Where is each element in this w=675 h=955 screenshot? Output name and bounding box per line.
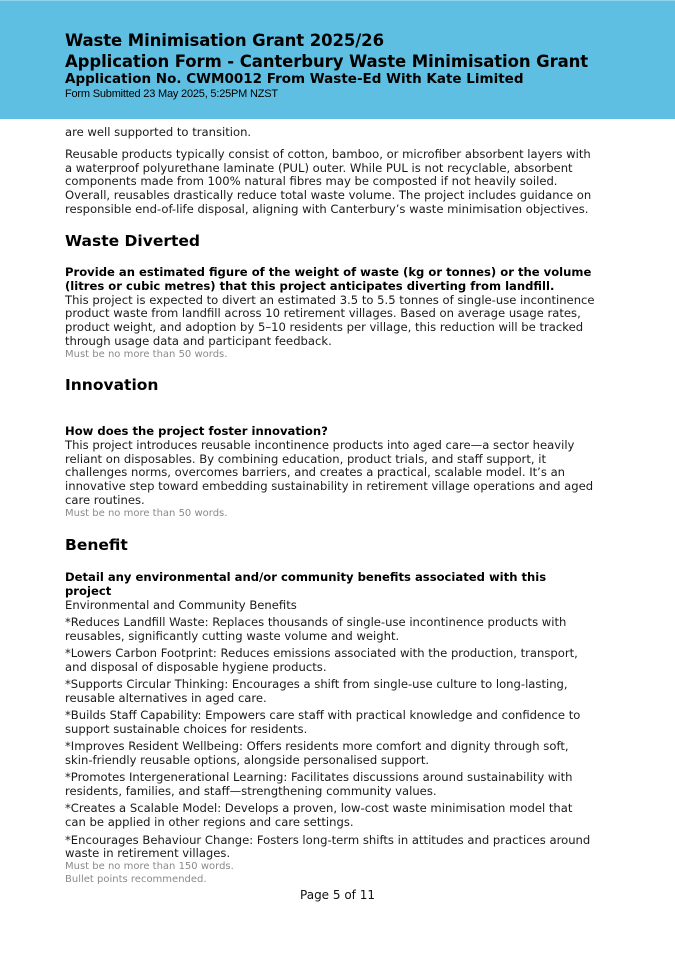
section-innovation <box>65 376 595 394</box>
continuation-line: are well supported to transition. <box>65 125 252 139</box>
benefit-item: *Improves Resident Wellbeing: Offers residents more comfort and dignity through soft, skin-friendly reusable options, alongside personalised support. <box>65 739 569 768</box>
field-question: Detail any environmental and/or community benefits associated with this project <box>65 570 547 598</box>
benefit-item: *Creates a Scalable Model: Develops a proven, low-cost waste minimisation model that can be applied in other regions and care settings. <box>65 801 573 830</box>
submission-timestamp: Form Submitted 23 May 2025, 5:25PM NZST <box>65 88 278 100</box>
application-number: Application No. CWM0012 From Waste-Ed With Kate Limited <box>65 71 524 87</box>
section-heading: Waste Diverted <box>65 232 201 250</box>
field-question: How does the project foster innovation? <box>65 424 328 438</box>
section-benefit <box>65 536 595 554</box>
benefit-item: *Supports Circular Thinking: Encourages a shift from single-use culture to long-lasting, reusable alternatives in aged care. <box>65 677 568 705</box>
continuation-block <box>65 126 595 217</box>
continuation-paragraph: Reusable products typically consist of cotton, bamboo, or microfiber absorbent layers with a waterproof polyurethane laminate (PUL) outer. While PUL is not recyclable, absorbent components made from 100% natural fibres may be composted if not heavily soiled. Overall, reusables drastically reduce total waste volume. The project includes guidance on responsible end-of-life disposal, aligning with Canterbury’s waste minimisation objectives. <box>65 146 592 216</box>
benefit-field <box>65 571 595 886</box>
form-title: Application Form - Canterbury Waste Minimisation Grant <box>65 52 589 71</box>
form-header <box>0 0 675 119</box>
page-number: Page 5 of 11 <box>300 888 375 902</box>
benefit-item: *Promotes Intergenerational Learning: Facilitates discussions around sustainability with residents, families, and staff—strengthening community values. <box>65 770 573 799</box>
grant-title: Waste Minimisation Grant 2025/26 <box>65 31 384 50</box>
benefit-intro: Environmental and Community Benefits <box>65 597 297 612</box>
benefit-item: *Lowers Carbon Footprint: Reduces emissions associated with the production, transport, and disposal of disposable hygiene products. <box>65 645 578 674</box>
field-question: Provide an estimated figure of the weight of waste (kg or tonnes) or the volume (litres or cubic metres) that this project anticipates diverting from landfill. <box>65 265 592 293</box>
field-hint: Must be no more than 50 words. <box>65 348 228 360</box>
field-hint: Must be no more than 50 words. <box>65 507 228 519</box>
field-answer: This project introduces reusable incontinence products into aged care—a sector heavily reliant on disposables. By combining education, product trials, and staff support, it challenges norms, overcomes barriers, and creates a practical, scalable model. It’s an innovative step toward embedding sustainability in retirement village operations and aged care routines. <box>65 437 594 507</box>
benefit-item: *Encourages Behaviour Change: Fosters long-term shifts in attitudes and practices around waste in retirement villages. <box>65 832 591 861</box>
section-waste-diverted <box>65 232 595 250</box>
innovation-field <box>65 425 595 520</box>
benefit-item: *Builds Staff Capability: Empowers care staff with practical knowledge and confidence to support sustainable choices for residents. <box>65 708 581 736</box>
benefit-item: *Reduces Landfill Waste: Replaces thousands of single-use incontinence products with reusables, significantly cutting waste volume and weight. <box>65 614 567 643</box>
section-heading: Innovation <box>65 376 159 394</box>
section-heading: Benefit <box>65 536 128 554</box>
field-answer: This project is expected to divert an estimated 3.5 to 5.5 tonnes of single-use incontinence product waste from landfill across 10 retirement villages. Based on average usage rates, product weight, and adoption by 5–10 residents per village, this reduction will be tracked through usage data and participant feedback. <box>65 292 595 348</box>
field-hint-words: Must be no more than 150 words. <box>65 861 234 873</box>
waste-diverted-field <box>65 266 595 361</box>
field-hint-bullets: Bullet points recommended. <box>65 873 207 885</box>
